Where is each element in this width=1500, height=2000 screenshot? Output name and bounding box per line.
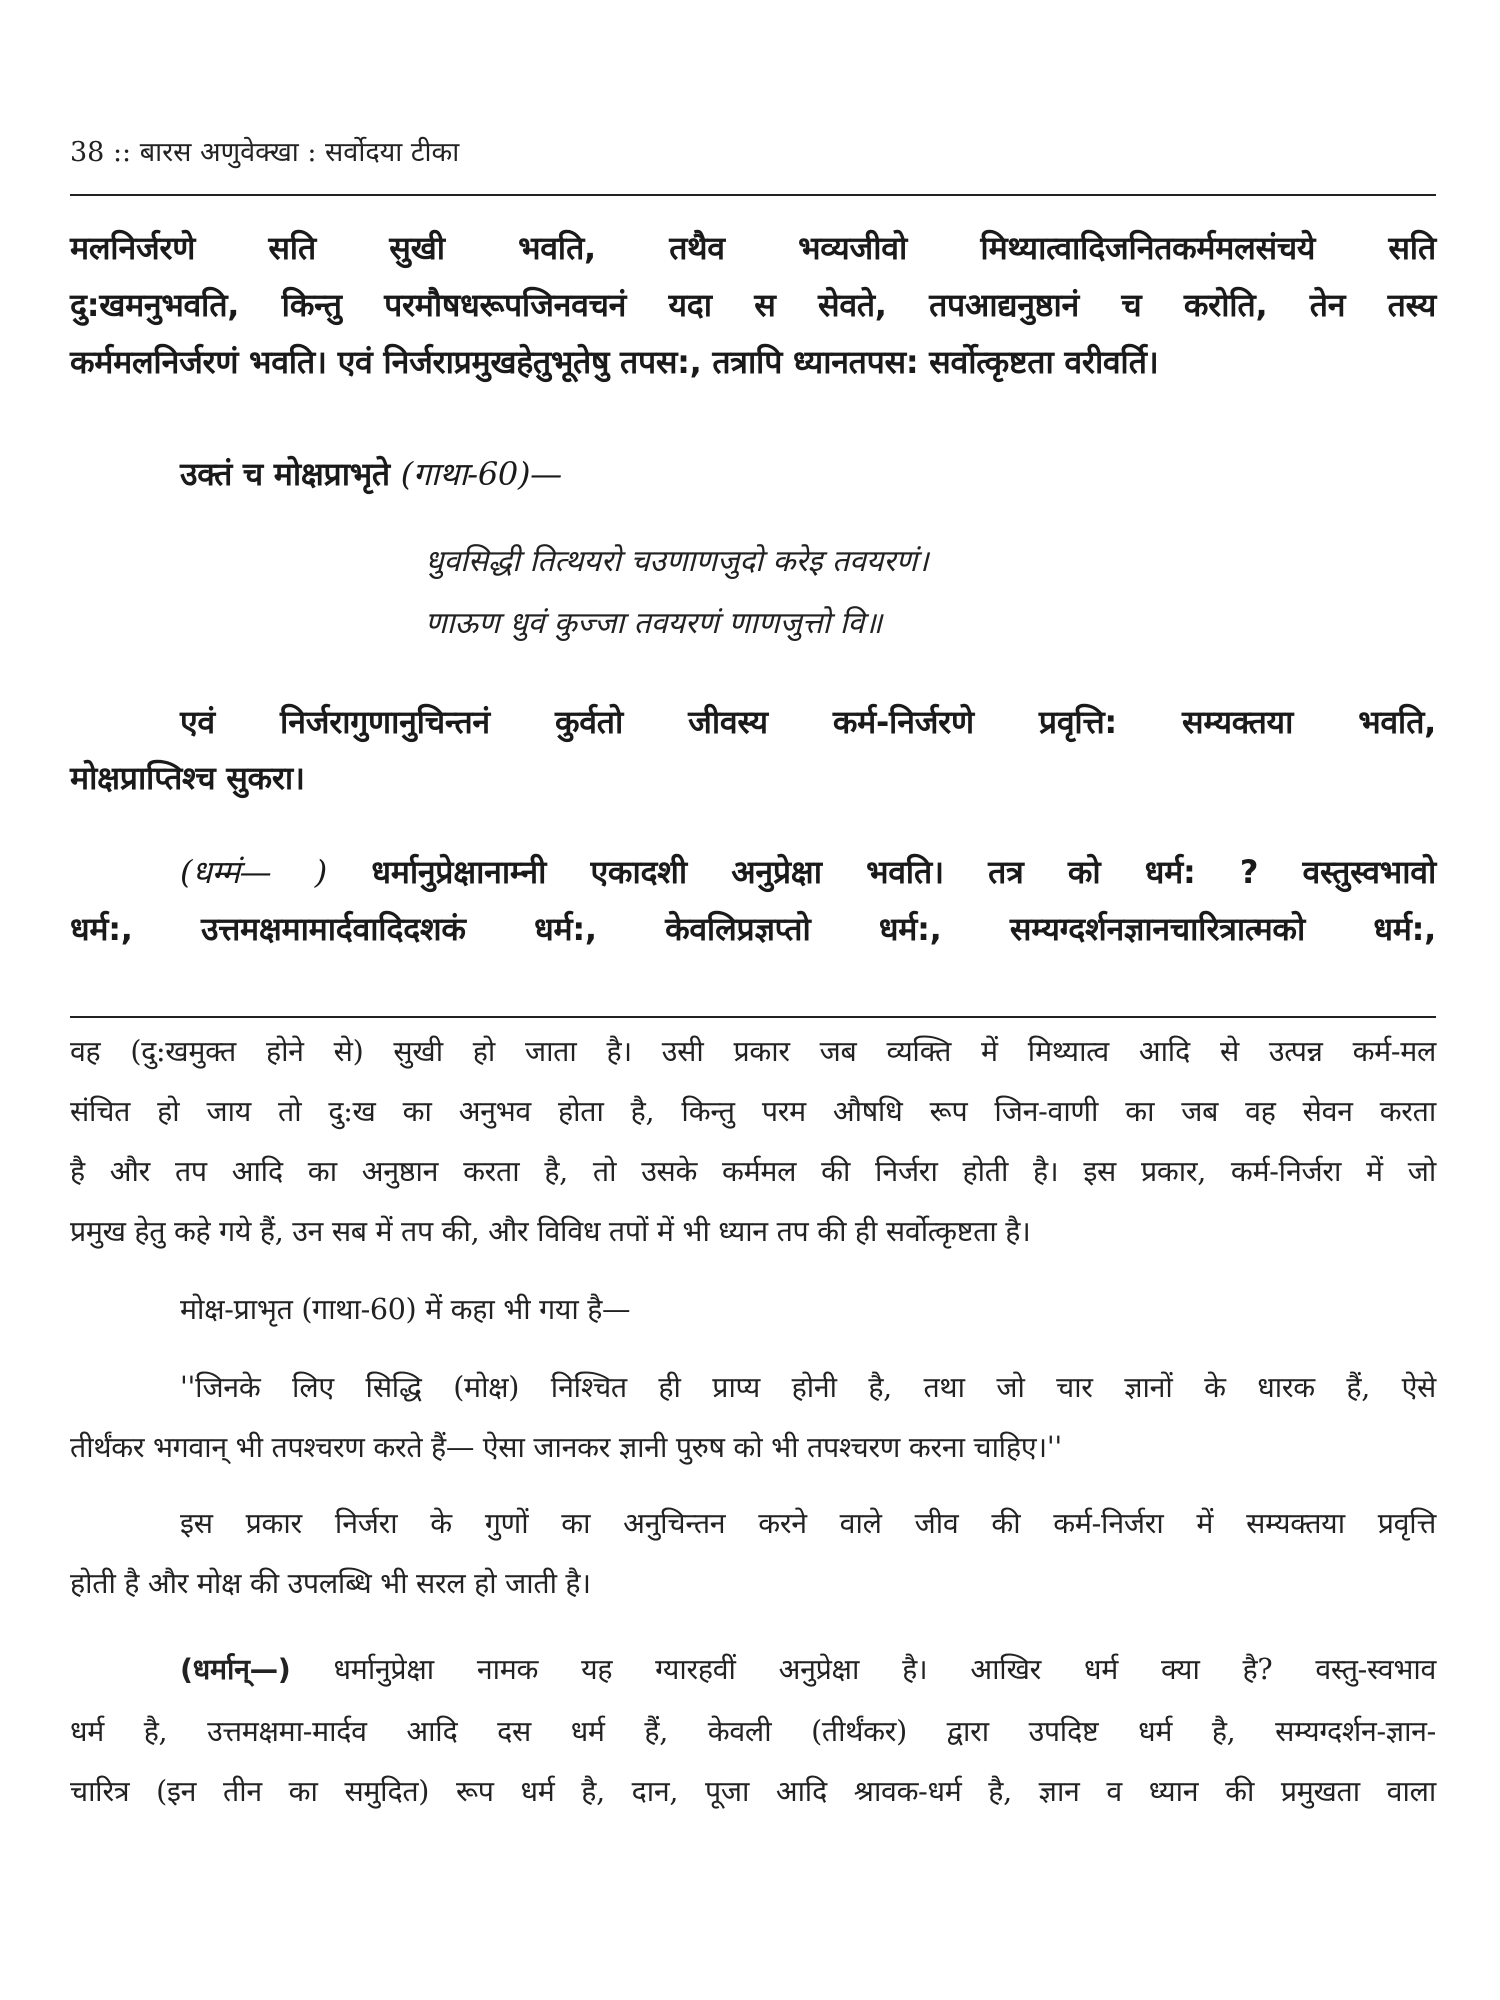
hindi-dharma-line <box>70 1650 1436 1690</box>
header-rule <box>70 194 1436 196</box>
hindi-line: मोक्ष-प्राभृत (गाथा-60) में कहा भी गया है— <box>180 1293 631 1326</box>
sanskrit-dharma-line <box>70 850 1436 894</box>
dharma-text-hindi: धर्मानुप्रेक्षा नामक यह ग्यारहवीं अनुप्रेक्षा है। आखिर धर्म क्या है? वस्तु-स्वभाव <box>333 1653 1436 1686</box>
hindi-line: धर्म है, उत्तमक्षमा-मार्दव आदि दस धर्म हैं, केवली (तीर्थंकर) द्वारा उपदिष्ट धर्म है, सम्यग्दर्शन-ज्ञान- <box>70 1715 1436 1748</box>
running-header: 38 :: बारस अणुवेक्खा : सर्वोदया टीका <box>70 137 460 168</box>
sanskrit-line: दु:खमनुभवति, किन्तु परमौषधरूपजिनवचनं यदा स सेवते, तपआद्यनुष्ठानं च करोति, तेन तस्य <box>70 286 1436 324</box>
hindi-line: चारित्र (इन तीन का समुदित) रूप धर्म है, दान, पूजा आदि श्रावक-धर्म है, ज्ञान व ध्यान की प्रमुखता वाला <box>70 1775 1436 1808</box>
hindi-line: होती है और मोक्ष की उपलब्धि भी सरल हो जाती है। <box>70 1567 591 1600</box>
sanskrit-line: कर्ममलनिर्जरणं भवति। एवं निर्जराप्रमुखहेतुभूतेषु तपस:, तत्रापि ध्यानतपस: सर्वोत्कृष्टता वरीवर्ति। <box>70 343 1159 381</box>
hindi-line: ''जिनके लिए सिद्धि (मोक्ष) निश्चित ही प्राप्य होनी है, तथा जो चार ज्ञानों के धारक हैं, ऐसे <box>180 1371 1436 1404</box>
sanskrit-line: एवं निर्जरागुणानुचिन्तनं कुर्वतो जीवस्य कर्म-निर्जरणे प्रवृत्ति: सम्यक्तया भवति, <box>180 703 1436 741</box>
hindi-line: वह (दु:खमुक्त होने से) सुखी हो जाता है। उसी प्रकार जब व्यक्ति में मिथ्यात्व आदि से उत्पन्न कर्म-मल <box>70 1035 1436 1068</box>
hindi-line: तीर्थंकर भगवान् भी तपश्चरण करते हैं— ऐसा जानकर ज्ञानी पुरुष को भी तपश्चरण करना चाहिए।'' <box>70 1431 1062 1464</box>
hindi-line: इस प्रकार निर्जरा के गुणों का अनुचिन्तन करने वाले जीव की कर्म-निर्जरा में सम्यक्तया प्रवृत्ति <box>180 1507 1436 1540</box>
quote-intro <box>70 452 1436 496</box>
hindi-line: प्रमुख हेतु कहे गये हैं, उन सब में तप की, और विविध तपों में भी ध्यान तप की ही सर्वोत्कृष्टता है। <box>70 1215 1031 1248</box>
sanskrit-line: मोक्षप्राप्तिश्च सुकरा। <box>70 759 305 797</box>
quote-intro-text: उक्तं च मोक्षप्राभृते <box>180 455 390 493</box>
dharma-lead-hindi: (धर्मान्—) <box>180 1653 291 1686</box>
hindi-line: संचित हो जाय तो दु:ख का अनुभव होता है, किन्तु परम औषधि रूप जिन-वाणी का जब वह सेवन करता <box>70 1095 1436 1128</box>
section-rule <box>70 1016 1436 1018</box>
verse-line: धुवसिद्धी तित्थयरो चउणाणजुदो करेइ तवयरणं। <box>425 544 929 579</box>
verse-line: णाऊण धुवं कुज्जा तवयरणं णाणजुत्तो वि॥ <box>425 606 883 641</box>
sanskrit-line: मलनिर्जरणे सति सुखी भवति, तथैव भव्यजीवो मिथ्यात्वादिजनितकर्ममलसंचये सति <box>70 229 1436 267</box>
dharma-text: धर्मानुप्रेक्षानाम्नी एकादशी अनुप्रेक्षा भवति। तत्र को धर्म: ? वस्तुस्वभावो <box>371 853 1436 891</box>
quote-reference: (गाथा-60)— <box>400 455 562 493</box>
hindi-line: है और तप आदि का अनुष्ठान करता है, तो उसके कर्ममल की निर्जरा होती है। इस प्रकार, कर्म-निर्जरा में जो <box>70 1155 1436 1188</box>
sanskrit-line: धर्म:, उत्तमक्षमामार्दवादिदशकं धर्म:, केवलिप्रज्ञप्तो धर्म:, सम्यग्दर्शनज्ञानचारित्रात्मको धर्म:, <box>70 910 1436 948</box>
dharma-lead: (धम्मं— ) <box>180 853 327 891</box>
